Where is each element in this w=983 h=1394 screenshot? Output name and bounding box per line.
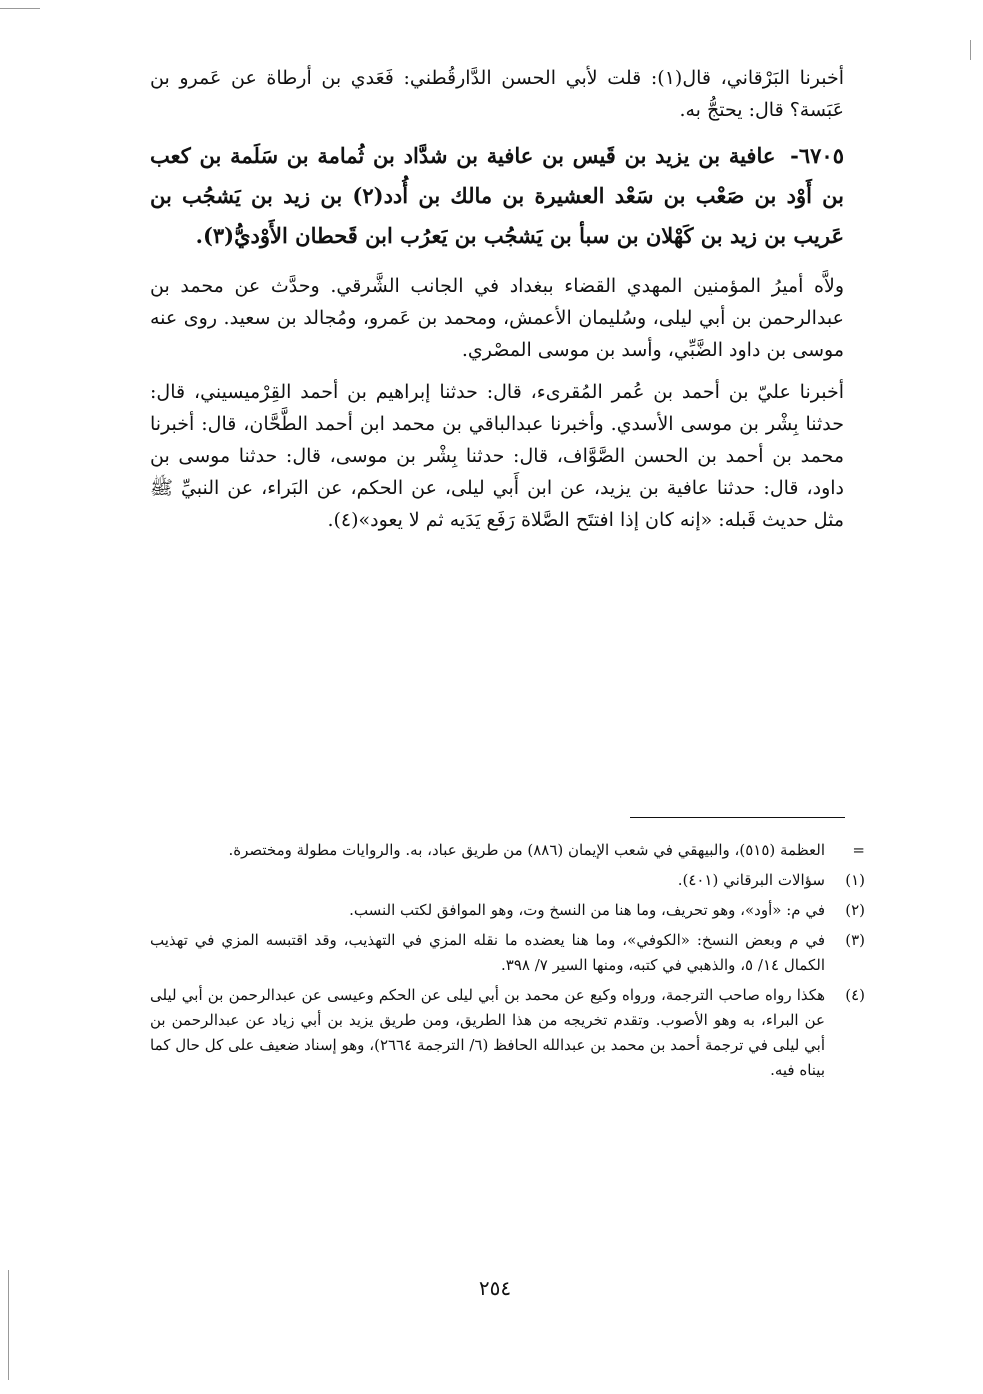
footnote-marker: (٢)	[845, 901, 865, 919]
footnote-text: في م: «أود»، وهو تحريف، وما هنا من النسخ وت، وهو الموافق لكتب النسب.	[349, 901, 825, 919]
scan-edge-line-left	[8, 1270, 9, 1380]
footnote-text: في م وبعض النسخ: «الكوفي»، وما هنا يعضده ما نقله المزي في التهذيب، وقد اقتبسه المزي في تهذيب الكمال ١٤/ ٥، والذهبي في كتبه، ومنها السير ٧/ ٣٩٨.	[150, 931, 825, 974]
entry-heading: عافية بن يزيد بن قَيس بن عافية بن شدَّاد بن ثُمامة بن سَلَمة بن كعب بن أَوْد بن صَعْب بن سَعْد العشيرة بن مالك بن أُدد(٢) بن زيد بن يَشجُب بن عَريب بن زيد بن كَهْلان بن سبأ بن يَشجُب بن يَعرُب ابن قَحطان الأَوْديُّ(٣).	[150, 143, 845, 248]
scan-edge-line-top	[0, 8, 40, 9]
footnote-separator	[630, 817, 845, 818]
footnote-item	[150, 983, 865, 1083]
paragraph-1: أخبرنا البَرْقاني، قال(١): قلت لأبي الحسن الدَّارقُطني: فَعَدي بن أرطاة عن عَمرو بن عَبَسة؟ قال: يحتجُّ به.	[150, 67, 844, 121]
footnote-item	[150, 868, 865, 893]
footnote-text: العظمة (٥١٥)، والبيهقي في شعب الإيمان (٨٨٦) من طريق عباد، به. والروايات مطولة ومختصرة.	[228, 841, 825, 859]
footnote-marker: (١)	[845, 871, 865, 889]
footnote-item	[150, 928, 865, 978]
footnote-marker: (٤)	[845, 986, 865, 1004]
footnote-item	[150, 898, 865, 923]
footnote-text: سؤالات البرقاني (٤٠١).	[677, 871, 825, 889]
main-text	[150, 62, 844, 546]
paragraph-3: أخبرنا عليّ بن أحمد بن عُمر المُقرىء، قال: حدثنا إبراهيم بن أحمد القِرْميسيني، قال: حدثنا بِشْر بن موسى الأسدي. وأخبرنا عبدالباقي بن محمد ابن أحمد الطَّحَّان، قال: أخبرنا محمد بن أحمد بن الحسن الصَّوَّاف، قال: حدثنا بِشْر بن موسى، قال: حدثنا موسى بن داود، قال: حدثنا عافية بن يزيد، عن ابن أَبي ليلى، عن الحكم، عن البَراء، عن النبيِّ ﷺ مثل حديث قَبله: «إنه كان إذا افتتَح الصَّلاة رَفَع يَدَيه ثم لا يعود»(٤).	[150, 381, 844, 531]
footnotes	[150, 838, 865, 1088]
page-number: ٢٥٤	[478, 1276, 512, 1300]
footnote-marker: =	[852, 841, 865, 859]
footnote-marker: (٣)	[845, 931, 865, 949]
footnote-item	[150, 838, 865, 863]
footnote-text: هكذا رواه صاحب الترجمة، ورواه وكيع عن محمد بن أبي ليلى عن الحكم وعيسى عن عبدالرحمن بن أبي ليلى عن البراء، به وهو الأصوب. وتقدم تخريجه من هذا الطريق، ومن طريق يزيد بن أبي زياد عن عبدالرحمن بن أبي ليلى في ترجمة أحمد بن محمد بن عبدالله الحافظ (٦/ الترجمة ٢٦٦٤)، وهو إسناد ضعيف على كل حال كما بيناه فيه.	[150, 986, 825, 1079]
paragraph-2: ولاَّه أميرُ المؤمنين المهدي القضاء ببغداد في الجانب الشَّرقي. وحدَّث عن محمد بن عبدالرحمن بن أبي ليلى، وسُليمان الأعمش، ومحمد بن عَمرو، ومُجالد بن سعيد. روى عنه موسى بن داود الضَّبِّي، وأسد بن موسى المصْري.	[150, 275, 844, 361]
entry-number: ٦٧٠٥-	[790, 143, 844, 168]
biography-entry	[150, 136, 844, 256]
scan-edge-line-right	[970, 40, 971, 60]
